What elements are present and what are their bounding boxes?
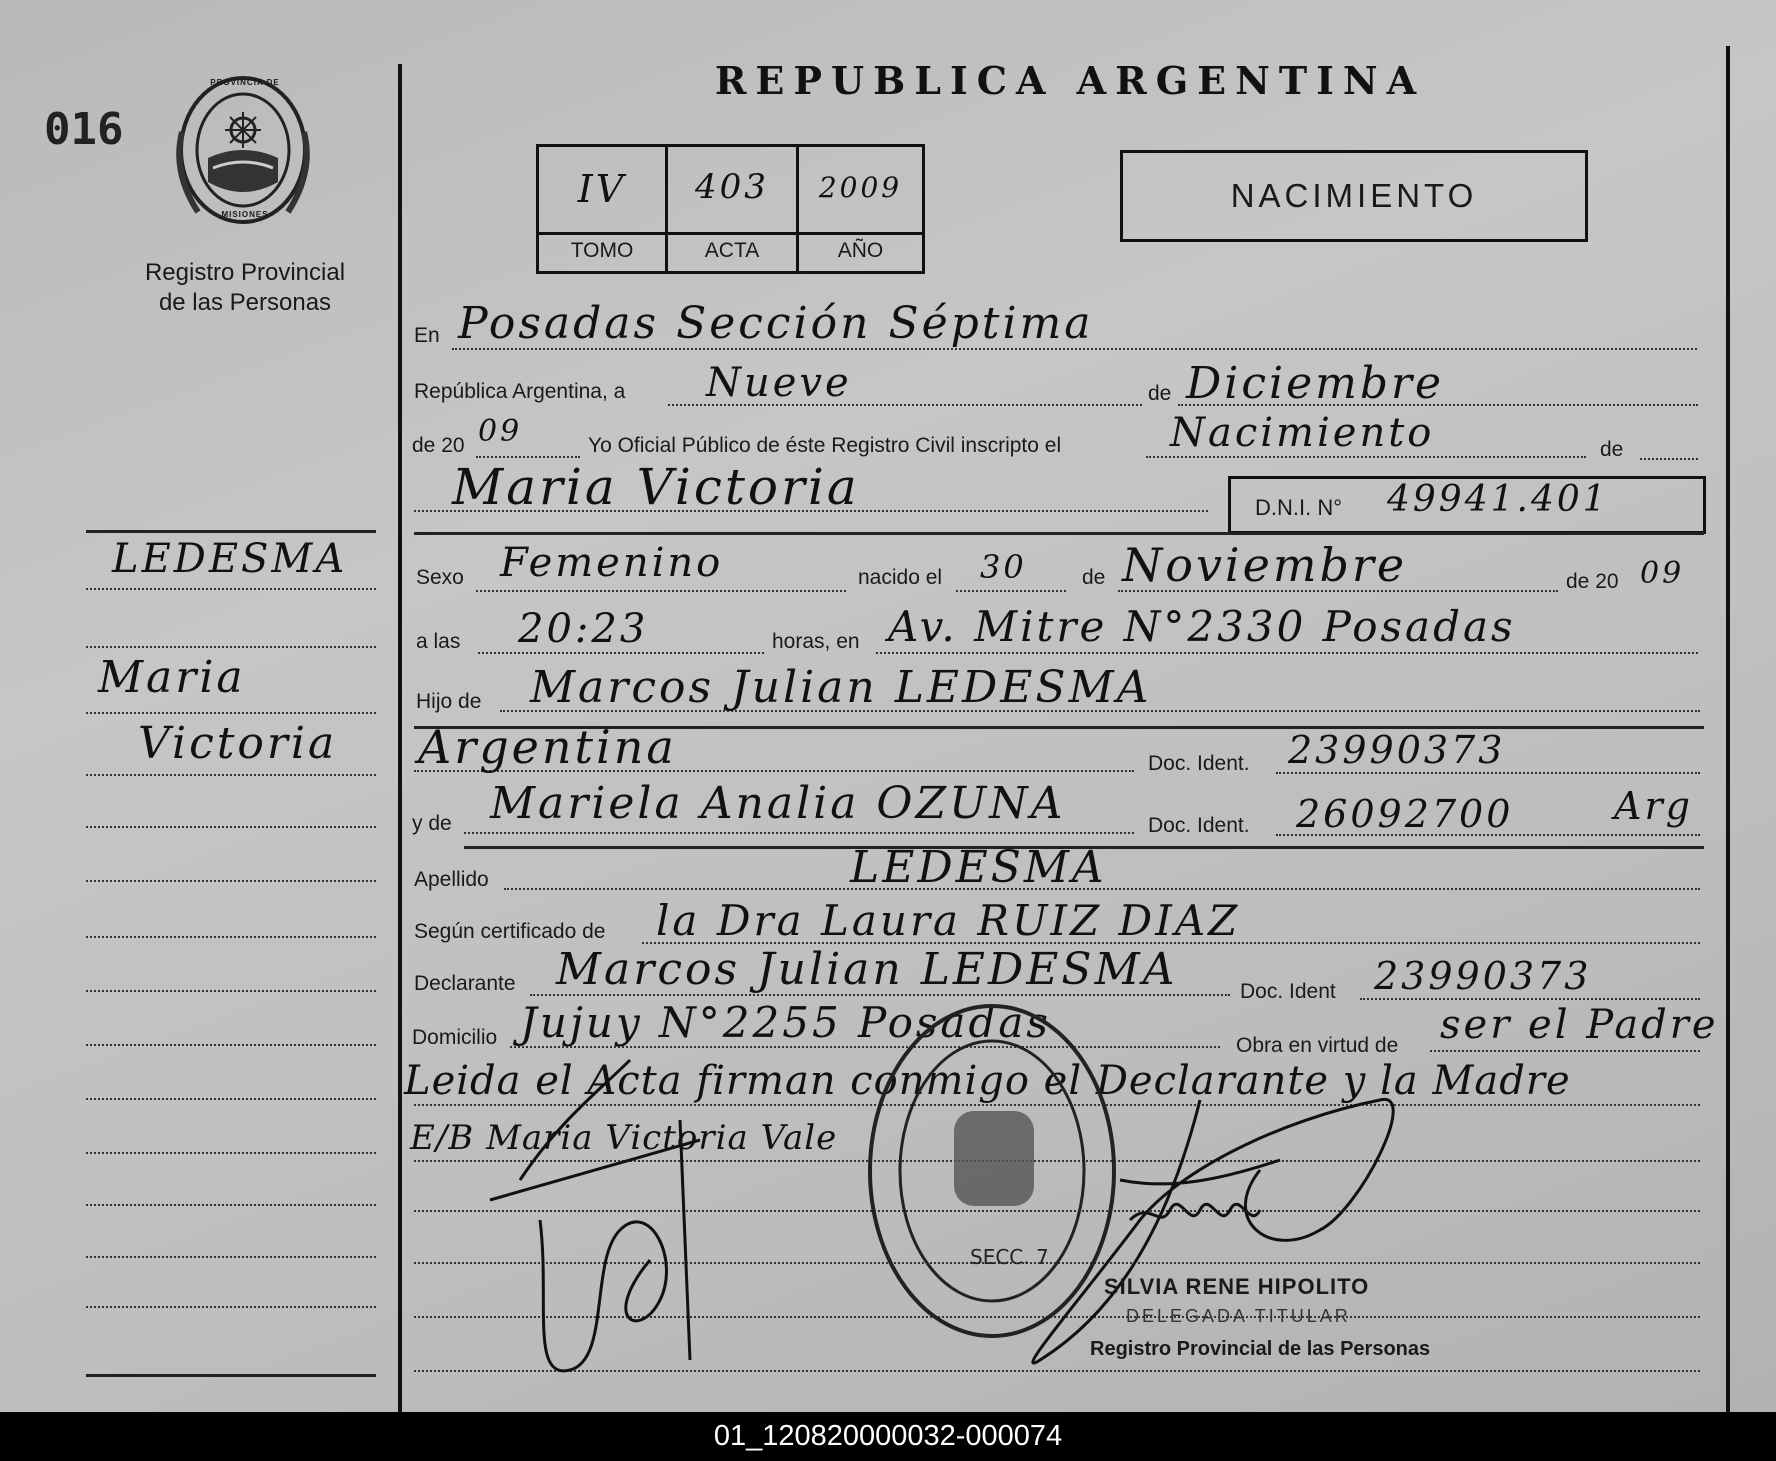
nota-2-value: E/B Maria Victoria Vale bbox=[410, 1118, 838, 1158]
doc-madre-value: 26092700 bbox=[1296, 792, 1514, 836]
label-dni: D.N.I. N° bbox=[1255, 495, 1343, 520]
certificado-value: la Dra Laura RUIZ DIAZ bbox=[656, 896, 1241, 945]
mes-nacimiento-value: Noviembre bbox=[1122, 538, 1408, 592]
margin-nombre-1: Maria bbox=[98, 652, 246, 703]
ano-value: 2009 bbox=[818, 171, 903, 204]
label-de-3: de bbox=[1082, 566, 1106, 589]
margin-line bbox=[86, 880, 376, 882]
label-y-de: y de bbox=[412, 812, 452, 835]
label-a-las: a las bbox=[416, 630, 461, 653]
label-de-20-nac: de 20 bbox=[1566, 570, 1619, 593]
label-de-20: de 20 bbox=[412, 434, 465, 457]
document-type: NACIMIENTO bbox=[1230, 177, 1478, 214]
svg-text:SECC. 7: SECC. 7 bbox=[970, 1245, 1049, 1269]
sexo-value: Femenino bbox=[500, 540, 724, 586]
apellido-value: LEDESMA bbox=[850, 842, 1107, 893]
anio-value: 09 bbox=[478, 414, 523, 449]
dni-value: 49941.401 bbox=[1387, 479, 1609, 520]
margin-line bbox=[86, 588, 376, 590]
label-sexo: Sexo bbox=[416, 566, 464, 589]
field-line bbox=[476, 590, 846, 592]
margin-line bbox=[86, 1306, 376, 1308]
label-obra: Obra en virtud de bbox=[1236, 1034, 1399, 1057]
dia-value: Nueve bbox=[706, 360, 852, 406]
separator-line bbox=[414, 532, 1704, 535]
field-line bbox=[876, 652, 1698, 654]
right-border-line bbox=[1726, 46, 1730, 1412]
label-doc-ident-2: Doc. Ident. bbox=[1148, 814, 1250, 837]
field-line bbox=[1430, 1050, 1700, 1052]
margin-line bbox=[86, 826, 376, 828]
margin-nombre-2: Victoria bbox=[138, 718, 338, 769]
acta-value: 403 bbox=[695, 167, 769, 207]
label-yo-oficial: Yo Oficial Público de éste Registro Civil inscripto el bbox=[588, 434, 1062, 457]
official-name: SILVIA RENE HIPOLITO bbox=[1104, 1274, 1370, 1299]
ano-label: AÑO bbox=[837, 239, 884, 262]
page-number: 016 bbox=[44, 104, 124, 155]
field-line bbox=[1146, 456, 1586, 458]
label-apellido: Apellido bbox=[414, 868, 489, 891]
field-line bbox=[464, 832, 1134, 834]
margin-line bbox=[86, 1044, 376, 1046]
label-de-2: de bbox=[1600, 438, 1624, 461]
hora-value: 20:23 bbox=[518, 606, 649, 652]
label-domicilio: Domicilio bbox=[412, 1026, 498, 1049]
field-line bbox=[956, 590, 1066, 592]
margin-line bbox=[86, 1098, 376, 1100]
margin-line bbox=[86, 712, 376, 714]
field-line bbox=[1276, 772, 1700, 774]
registry-line-2: de las Personas bbox=[158, 289, 332, 316]
tomo-label: TOMO bbox=[570, 239, 634, 262]
nombre-value: Maria Victoria bbox=[452, 458, 860, 516]
declarante-value: Marcos Julian LEDESMA bbox=[556, 944, 1178, 995]
nacionalidad-padre-value: Argentina bbox=[418, 720, 677, 774]
obra-value: ser el Padre bbox=[1440, 1002, 1719, 1048]
mes-value: Diciembre bbox=[1186, 358, 1445, 409]
field-line bbox=[1360, 998, 1700, 1000]
dni-box bbox=[1228, 476, 1706, 534]
page-title: REPUBLICA ARGENTINA bbox=[714, 58, 1426, 103]
registry-line-1: Registro Provincial bbox=[144, 259, 346, 286]
anio-nacimiento-value: 09 bbox=[1640, 556, 1685, 591]
margin-top-line bbox=[86, 530, 376, 533]
margin-apellido: LEDESMA bbox=[112, 536, 348, 582]
label-republica: República Argentina, a bbox=[414, 380, 626, 403]
margin-line bbox=[86, 936, 376, 938]
seal-text-bottom: MISIONES bbox=[221, 210, 269, 219]
record-number-table bbox=[536, 144, 925, 274]
margin-line bbox=[86, 1204, 376, 1206]
label-en: En bbox=[414, 324, 440, 347]
margin-line bbox=[86, 774, 376, 776]
label-nacido-el: nacido el bbox=[858, 566, 943, 589]
label-segun-certificado: Según certificado de bbox=[414, 920, 606, 943]
margin-bottom-line bbox=[86, 1374, 376, 1377]
label-doc-ident-3: Doc. Ident bbox=[1240, 980, 1336, 1003]
field-line bbox=[1640, 458, 1698, 460]
madre-value: Mariela Analia OZUNA bbox=[490, 778, 1066, 829]
margin-line bbox=[86, 1152, 376, 1154]
lugar-value: Posadas Sección Séptima bbox=[458, 298, 1094, 349]
tomo-value: IV bbox=[577, 167, 627, 211]
domicilio-value: Jujuy N°2255 Posadas bbox=[520, 998, 1051, 1047]
left-border-line bbox=[398, 64, 402, 1412]
nacionalidad-madre-value: Arg bbox=[1614, 784, 1693, 828]
lugar-nacimiento-value: Av. Mitre N°2330 Posadas bbox=[888, 602, 1516, 651]
field-line bbox=[478, 652, 764, 654]
official-org: Registro Provincial de las Personas bbox=[1090, 1338, 1431, 1360]
margin-line bbox=[86, 990, 376, 992]
table-divider bbox=[539, 232, 922, 235]
nota-1-value: Leida el Acta firman conmigo el Declarante y la Madre bbox=[404, 1058, 1571, 1104]
document-type-box bbox=[1120, 150, 1588, 242]
label-de: de bbox=[1148, 382, 1172, 405]
label-hijo-de: Hijo de bbox=[416, 690, 482, 713]
declarant-signature-icon bbox=[480, 1000, 800, 1400]
margin-line bbox=[86, 1256, 376, 1258]
acta-label: ACTA bbox=[704, 239, 760, 262]
doc-declarante-value: 23990373 bbox=[1374, 954, 1592, 998]
dia-nacimiento-value: 30 bbox=[980, 548, 1027, 586]
label-doc-ident: Doc. Ident. bbox=[1148, 752, 1250, 775]
provincial-seal-icon bbox=[168, 72, 318, 232]
label-declarante: Declarante bbox=[414, 972, 516, 995]
doc-padre-value: 23990373 bbox=[1288, 728, 1506, 772]
scan-id: 01_120820000032-000074 bbox=[0, 1412, 1776, 1461]
padre-value: Marcos Julian LEDESMA bbox=[530, 662, 1152, 713]
margin-line bbox=[86, 646, 376, 648]
acto-value: Nacimiento bbox=[1170, 410, 1435, 456]
label-horas-en: horas, en bbox=[772, 630, 860, 653]
registry-name bbox=[110, 258, 380, 318]
official-role: DELEGADA TITULAR bbox=[1126, 1306, 1351, 1326]
seal-text-top: PROVINCIA DE bbox=[210, 78, 280, 87]
